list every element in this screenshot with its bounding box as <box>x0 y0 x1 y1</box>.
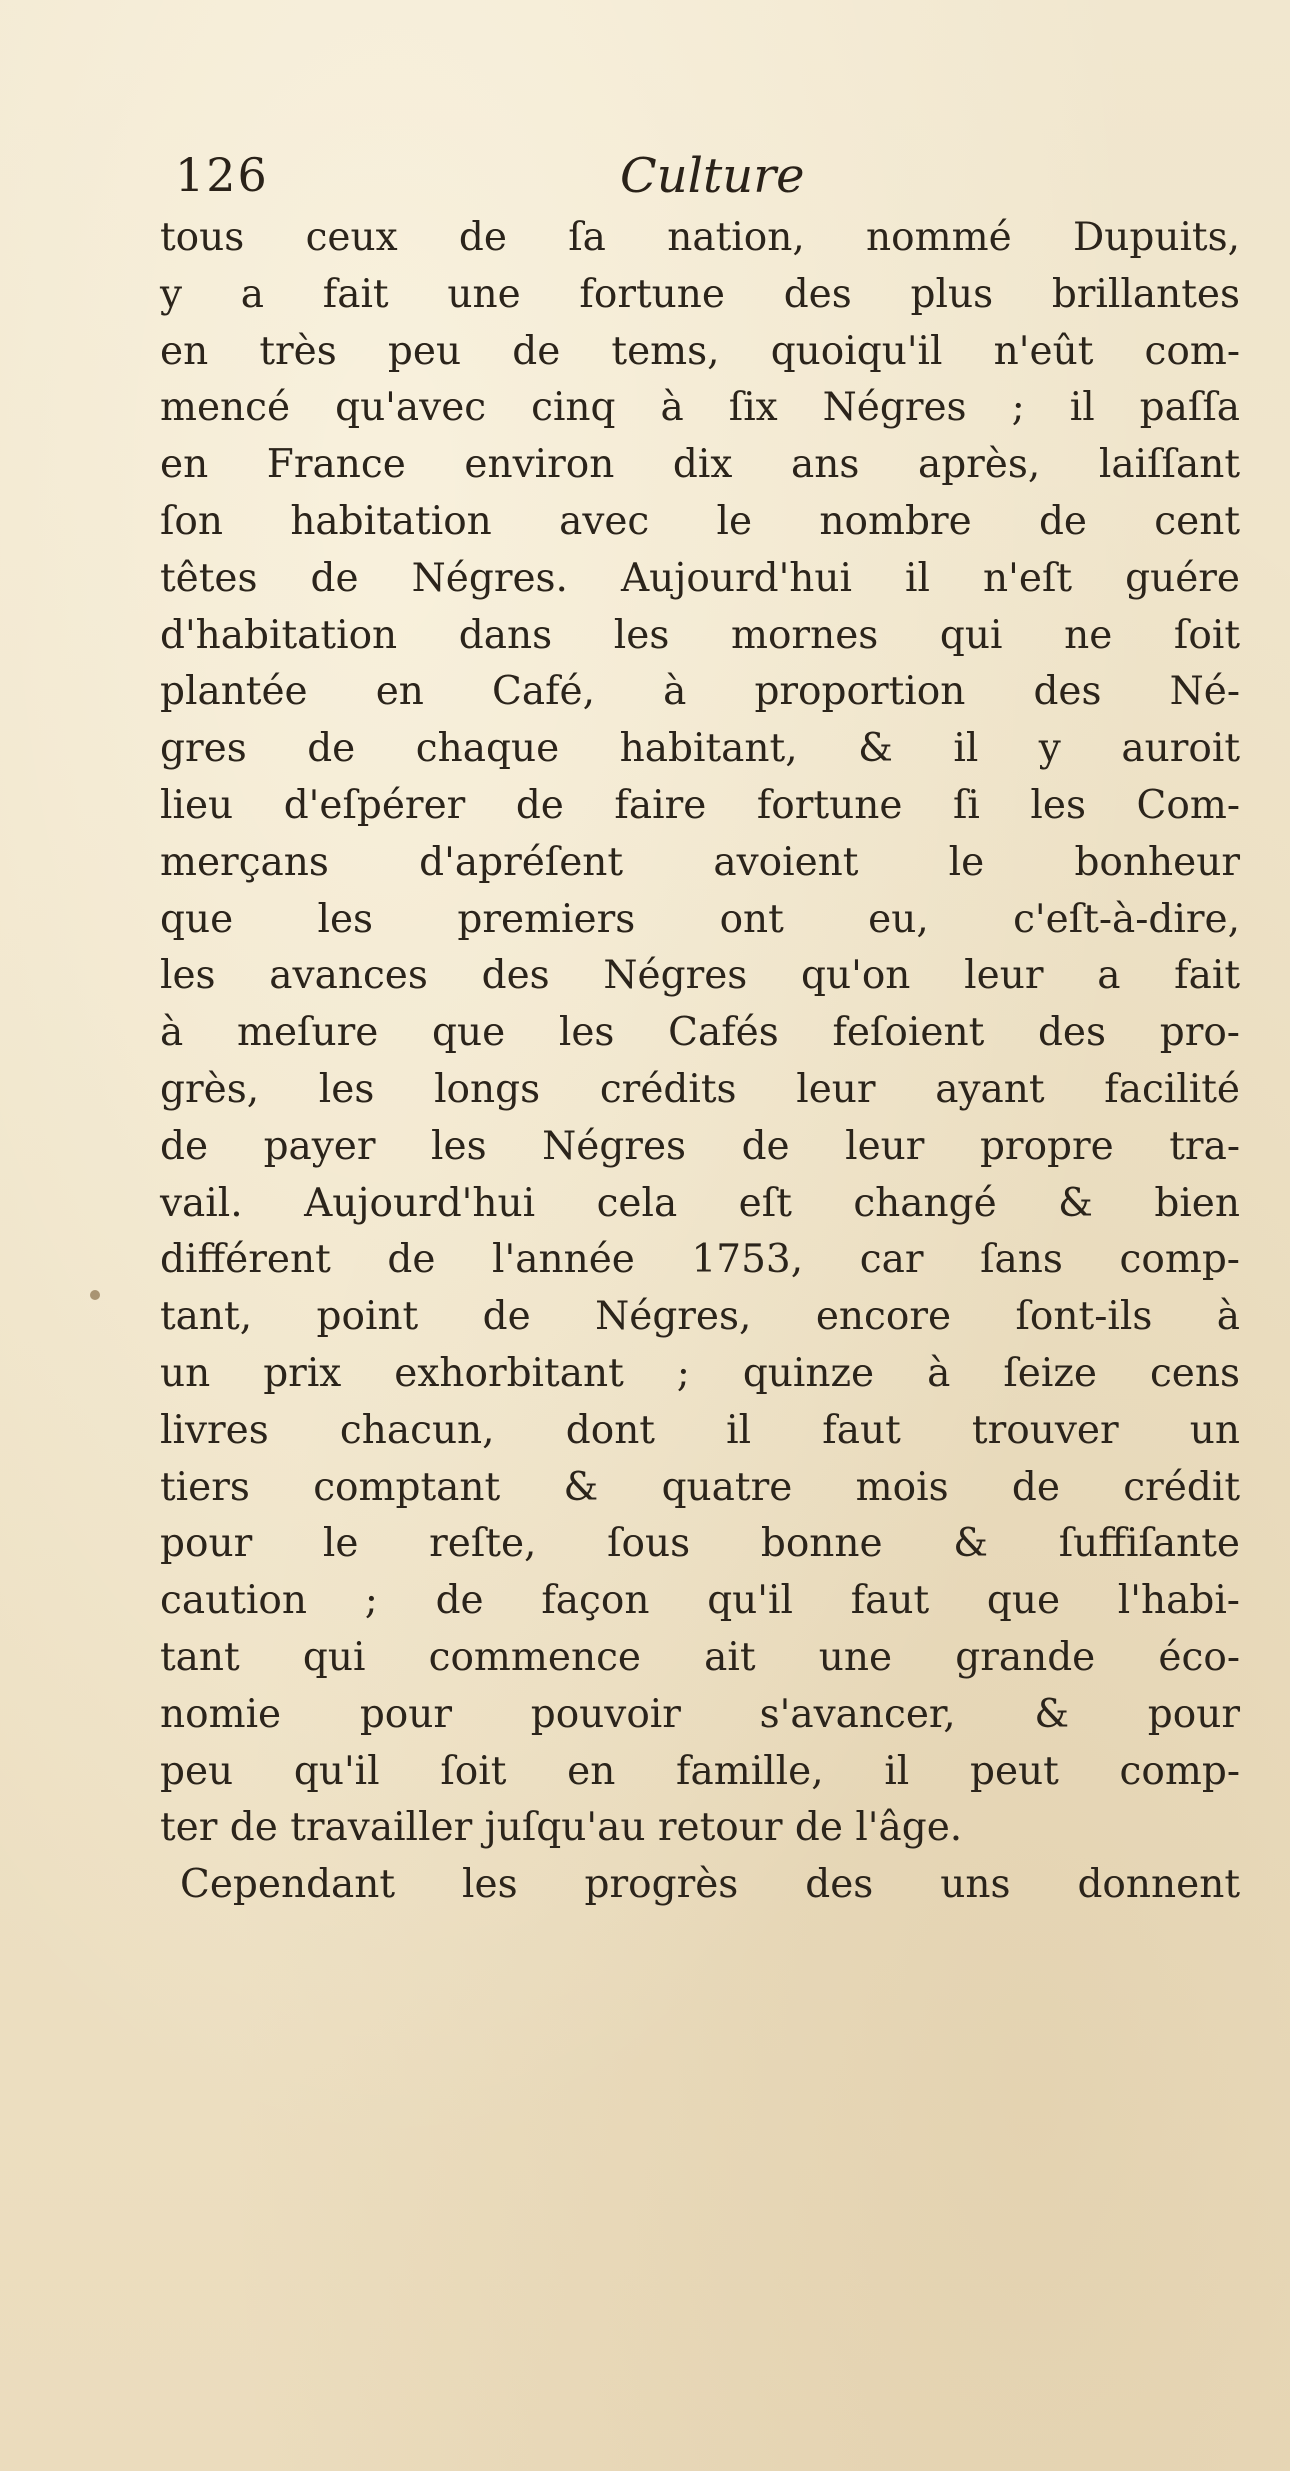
running-head: Culture <box>620 148 805 204</box>
text-line: un prix exhorbitant ; quinze à ſeize cens <box>160 1350 1240 1396</box>
text-line: tant, point de Négres, encore ſont-ils à <box>160 1294 1240 1340</box>
text-line: livres chacun, dont il faut trouver un <box>160 1407 1240 1453</box>
page-header <box>175 148 1175 218</box>
text-line: de payer les Négres de leur propre tra- <box>160 1123 1240 1169</box>
text-line: ſon habitation avec le nombre de cent <box>160 498 1240 544</box>
text-line: en très peu de tems, quoiqu'il n'eût com- <box>160 328 1240 374</box>
text-line: différent de l'année 1753, car ſans comp- <box>160 1237 1240 1283</box>
text-line: plantée en Café, à proportion des Né- <box>160 669 1240 715</box>
text-line: nomie pour pouvoir s'avancer, & pour <box>160 1691 1240 1737</box>
text-line: lieu d'eſpérer de faire fortune ſi les Com- <box>160 782 1240 828</box>
text-line: les avances des Négres qu'on leur a fait <box>160 953 1240 999</box>
text-line: gres de chaque habitant, & il y auroit <box>160 726 1240 772</box>
text-line: vail. Aujourd'hui cela eſt changé & bien <box>160 1180 1240 1226</box>
ink-spot <box>90 1290 100 1300</box>
text-line: y a fait une fortune des plus brillantes <box>160 271 1240 317</box>
text-line: d'habitation dans les mornes qui ne ſoit <box>160 612 1240 658</box>
text-line: Cependant les progrès des uns donnent <box>180 1862 1240 1908</box>
text-line: ter de travailler juſqu'au retour de l'âge. <box>160 1805 963 1851</box>
text-line: mencé qu'avec cinq à ſix Négres ; il paſſa <box>160 385 1240 431</box>
text-line: que les premiers ont eu, c'eſt-à-dire, <box>160 896 1240 942</box>
text-line: tant qui commence ait une grande éco- <box>160 1634 1240 1680</box>
text-line: caution ; de façon qu'il faut que l'habi- <box>160 1578 1240 1624</box>
text-line: en France environ dix ans après, laiſſant <box>160 442 1240 488</box>
text-line: tiers comptant & quatre mois de crédit <box>160 1464 1240 1510</box>
text-line: têtes de Négres. Aujourd'hui il n'eſt guére <box>160 555 1240 601</box>
text-line: à meſure que les Cafés feſoient des pro- <box>160 1010 1240 1056</box>
page-number: 126 <box>175 148 269 202</box>
body-text <box>160 210 1240 1914</box>
text-line: pour le reſte, ſous bonne & ſuffiſante <box>160 1521 1240 1567</box>
text-line: tous ceux de ſa nation, nommé Dupuits, <box>160 215 1240 260</box>
text-line: peu qu'il ſoit en famille, il peut comp- <box>160 1748 1240 1794</box>
text-line: grès, les longs crédits leur ayant facilité <box>160 1066 1240 1112</box>
text-line: merçans d'apréſent avoient le bonheur <box>160 839 1240 885</box>
